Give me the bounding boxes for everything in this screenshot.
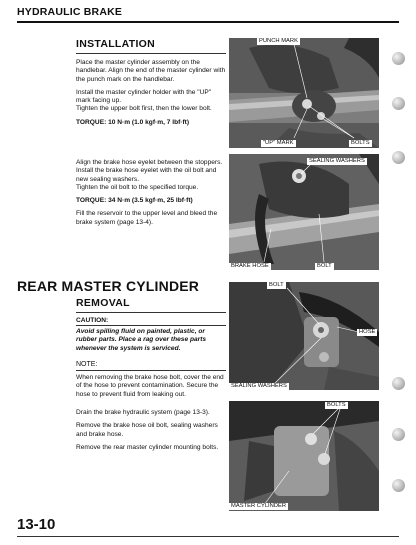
caution-text: Avoid spilling fluid on painted, plastic, or rubber parts. Place a rag over these parts whenever the system is serviced.: [76, 328, 207, 352]
header-rule: [17, 21, 399, 23]
callout-master-cylinder: MASTER CYLINDER: [231, 503, 287, 509]
callout-rear-hose: HOSE: [359, 329, 376, 335]
caution-rule: [76, 325, 226, 326]
photo-master-cylinder-drawing: [229, 38, 379, 148]
binder-hole-icon: [392, 52, 405, 65]
callout-bolts: BOLTS: [351, 140, 370, 146]
removal-para-1: Drain the brake hydraulic system (page 13-3).: [76, 409, 210, 416]
binder-hole-icon: [392, 97, 405, 110]
callout-rear-bolt: BOLT: [269, 282, 284, 288]
photo-rear-hose-removal: [229, 282, 379, 390]
photo-brake-hose-install: [229, 154, 379, 270]
installation-torque-2: TORQUE: 34 N·m (3.5 kgf·m, 25 lbf·ft): [76, 197, 193, 205]
note-label: NOTE:: [76, 361, 98, 368]
photo-master-cylinder-install: [229, 38, 379, 148]
photo-brake-hose-drawing: [229, 154, 379, 270]
photo-rear-mounting-bolts: [229, 401, 379, 511]
callout-bolt: BOLT: [317, 263, 332, 269]
removal-heading: REMOVAL: [76, 297, 130, 309]
callout-brake-hose: BRAKE HOSE: [231, 263, 269, 269]
note-text: When removing the brake hose bolt, cover the end of the hose to prevent contamination. Secure the hose to prevent fluid from leaking out.: [76, 374, 224, 398]
binder-hole-icon: [392, 377, 405, 390]
footer-rule: [17, 536, 399, 537]
callout-rear-sealing-washers: SEALING WASHERS: [231, 383, 287, 389]
installation-text-block-2: [76, 159, 226, 232]
installation-rule: [76, 53, 226, 54]
installation-text-block-1: [76, 59, 226, 132]
caution-label: CAUTION:: [76, 317, 109, 324]
callout-up-mark: "UP" MARK: [263, 140, 294, 146]
binder-hole-icon: [392, 428, 405, 441]
removal-para-2: Remove the brake hose oil bolt, sealing washers and brake hose.: [76, 422, 218, 438]
binder-hole-icon: [392, 479, 405, 492]
installation-heading: INSTALLATION: [76, 38, 156, 50]
photo-rear-hose-drawing: [229, 282, 379, 390]
callout-punch-mark: PUNCH MARK: [259, 38, 298, 44]
page-header-title: HYDRAULIC BRAKE: [17, 6, 123, 18]
callout-sealing-washers: SEALING WASHERS: [309, 158, 365, 164]
photo-rear-bolts-drawing: [229, 401, 379, 511]
installation-para-1: Place the master cylinder assembly on the handlebar. Align the end of the master cylinder with the punch mark on the handlebar.: [76, 59, 226, 83]
callout-rear-bolts: BOLTS: [327, 402, 346, 408]
installation-para-3: Align the brake hose eyelet between the stoppers. Install the brake hose eyelet with the oil bolt and new sealing washers.: [76, 159, 223, 183]
removal-text-block: [76, 409, 226, 457]
removal-rule: [76, 312, 226, 313]
installation-torque-1: TORQUE: 10 N·m (1.0 kgf·m, 7 lbf·ft): [76, 118, 190, 126]
installation-para-2: Install the master cylinder holder with the "UP" mark facing up.: [76, 88, 212, 105]
installation-para-4: Fill the reservoir to the upper level and bleed the brake system (page 13-4).: [76, 210, 218, 226]
rear-master-cylinder-heading: REAR MASTER CYLINDER: [17, 278, 200, 294]
note-rule: [76, 370, 226, 371]
installation-para-2b: Tighten the upper bolt first, then the lower bolt.: [76, 105, 212, 113]
removal-para-3: Remove the rear master cylinder mounting bolts.: [76, 443, 219, 451]
page-number: 13-10: [17, 516, 56, 533]
installation-para-3b: Tighten the oil bolt to the specified torque.: [76, 183, 199, 191]
binder-hole-icon: [392, 151, 405, 164]
